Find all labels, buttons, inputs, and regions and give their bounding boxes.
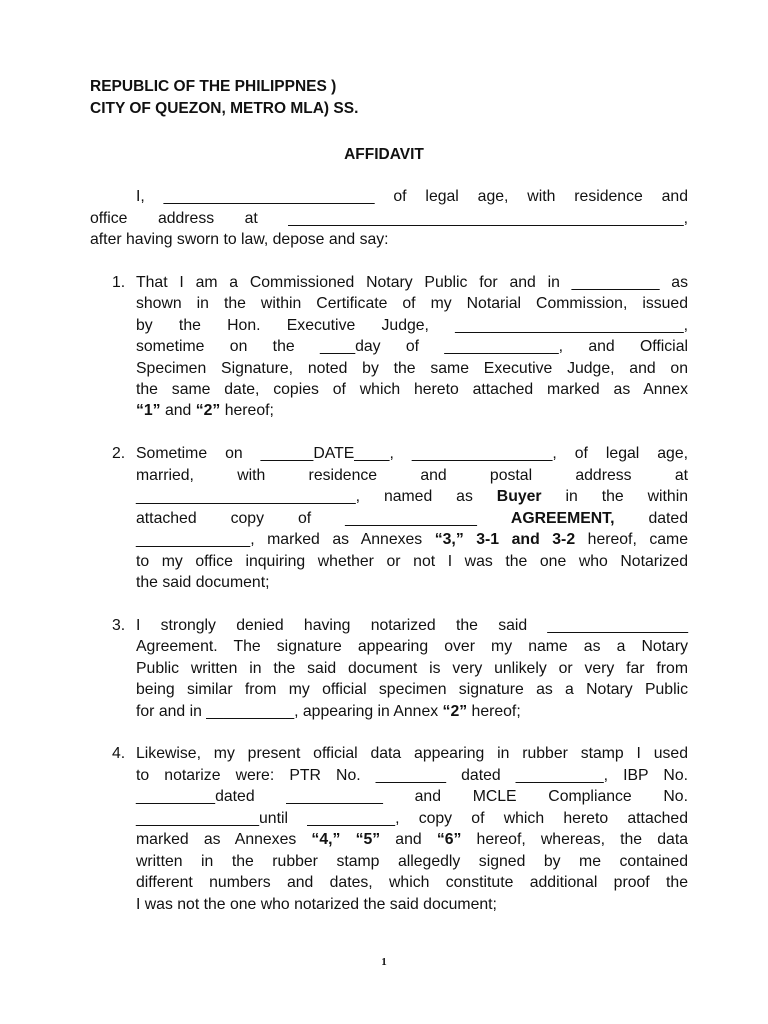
p4-line: Likewise, my present official data appearing in rubber stamp I used: [136, 745, 688, 762]
p1-line: Specimen Signature, noted by the same Executive Judge, and on: [136, 360, 688, 377]
intro-line-1: I, ________________________ of legal age, with residence and: [136, 188, 688, 205]
p3-line: Agreement. The signature appearing over my name as a Notary: [136, 638, 688, 655]
p4-line: to notarize were: PTR No. ________ dated __________, IBP No.: [136, 767, 688, 784]
p1-line: “1” and “2” hereof;: [136, 402, 274, 419]
p4-line: ______________until __________, copy of which hereto attached: [136, 810, 688, 827]
p1-line: shown in the within Certificate of my Notarial Commission, issued: [136, 295, 688, 312]
p3-line: I strongly denied having notarized the said ________________: [136, 617, 688, 634]
p4-line: marked as Annexes “4,” “5” and “6” hereof, whereas, the data: [136, 831, 688, 848]
paragraph-number-4: 4.: [112, 745, 126, 762]
header-republic: REPUBLIC OF THE PHILIPPNES ): [90, 78, 337, 95]
p3-line: Public written in the said document is very unlikely or very far from: [136, 660, 688, 677]
p2-line: to my office inquiring whether or not I was the one who Notarized: [136, 553, 688, 570]
p4-line: different numbers and dates, which constitute additional proof the: [136, 874, 688, 891]
paragraph-number-1: 1.: [112, 274, 126, 291]
p2-line: the said document;: [136, 574, 270, 591]
p1-line: the same date, copies of which hereto attached marked as Annex: [136, 381, 688, 398]
p2-line: _________________________, named as Buyer in the within: [136, 488, 688, 505]
p4-line: I was not the one who notarized the said document;: [136, 896, 497, 913]
p3-line: for and in __________, appearing in Annex “2” hereof;: [136, 703, 521, 720]
header-city: CITY OF QUEZON, METRO MLA) SS.: [90, 100, 359, 117]
p1-line: by the Hon. Executive Judge, __________________________,: [136, 317, 688, 334]
document-title: AFFIDAVIT: [344, 146, 424, 163]
p2-line: Sometime on ______DATE____, ________________, of legal age,: [136, 445, 688, 462]
p3-line: being similar from my official specimen signature as a Notary Public: [136, 681, 688, 698]
intro-line-3: after having sworn to law, depose and say:: [90, 231, 389, 248]
p2-line: attached copy of _______________ AGREEMENT, dated: [136, 510, 689, 527]
paragraph-number-2: 2.: [112, 445, 126, 462]
p4-line: written in the rubber stamp allegedly signed by me contained: [136, 853, 688, 870]
p1-line: That I am a Commissioned Notary Public for and in __________ as: [136, 274, 688, 291]
p1-line: sometime on the ____day of _____________, and Official: [136, 338, 688, 355]
p2-line: married, with residence and postal address at: [136, 467, 688, 484]
intro-line-2: office address at _____________________________________________,: [90, 210, 688, 227]
p4-line: _________dated ___________ and MCLE Compliance No.: [136, 788, 688, 805]
paragraph-number-3: 3.: [112, 617, 126, 634]
p2-line: _____________, marked as Annexes “3,” 3-1 and 3-2 hereof, came: [136, 531, 689, 548]
page-number: 1: [381, 956, 387, 968]
